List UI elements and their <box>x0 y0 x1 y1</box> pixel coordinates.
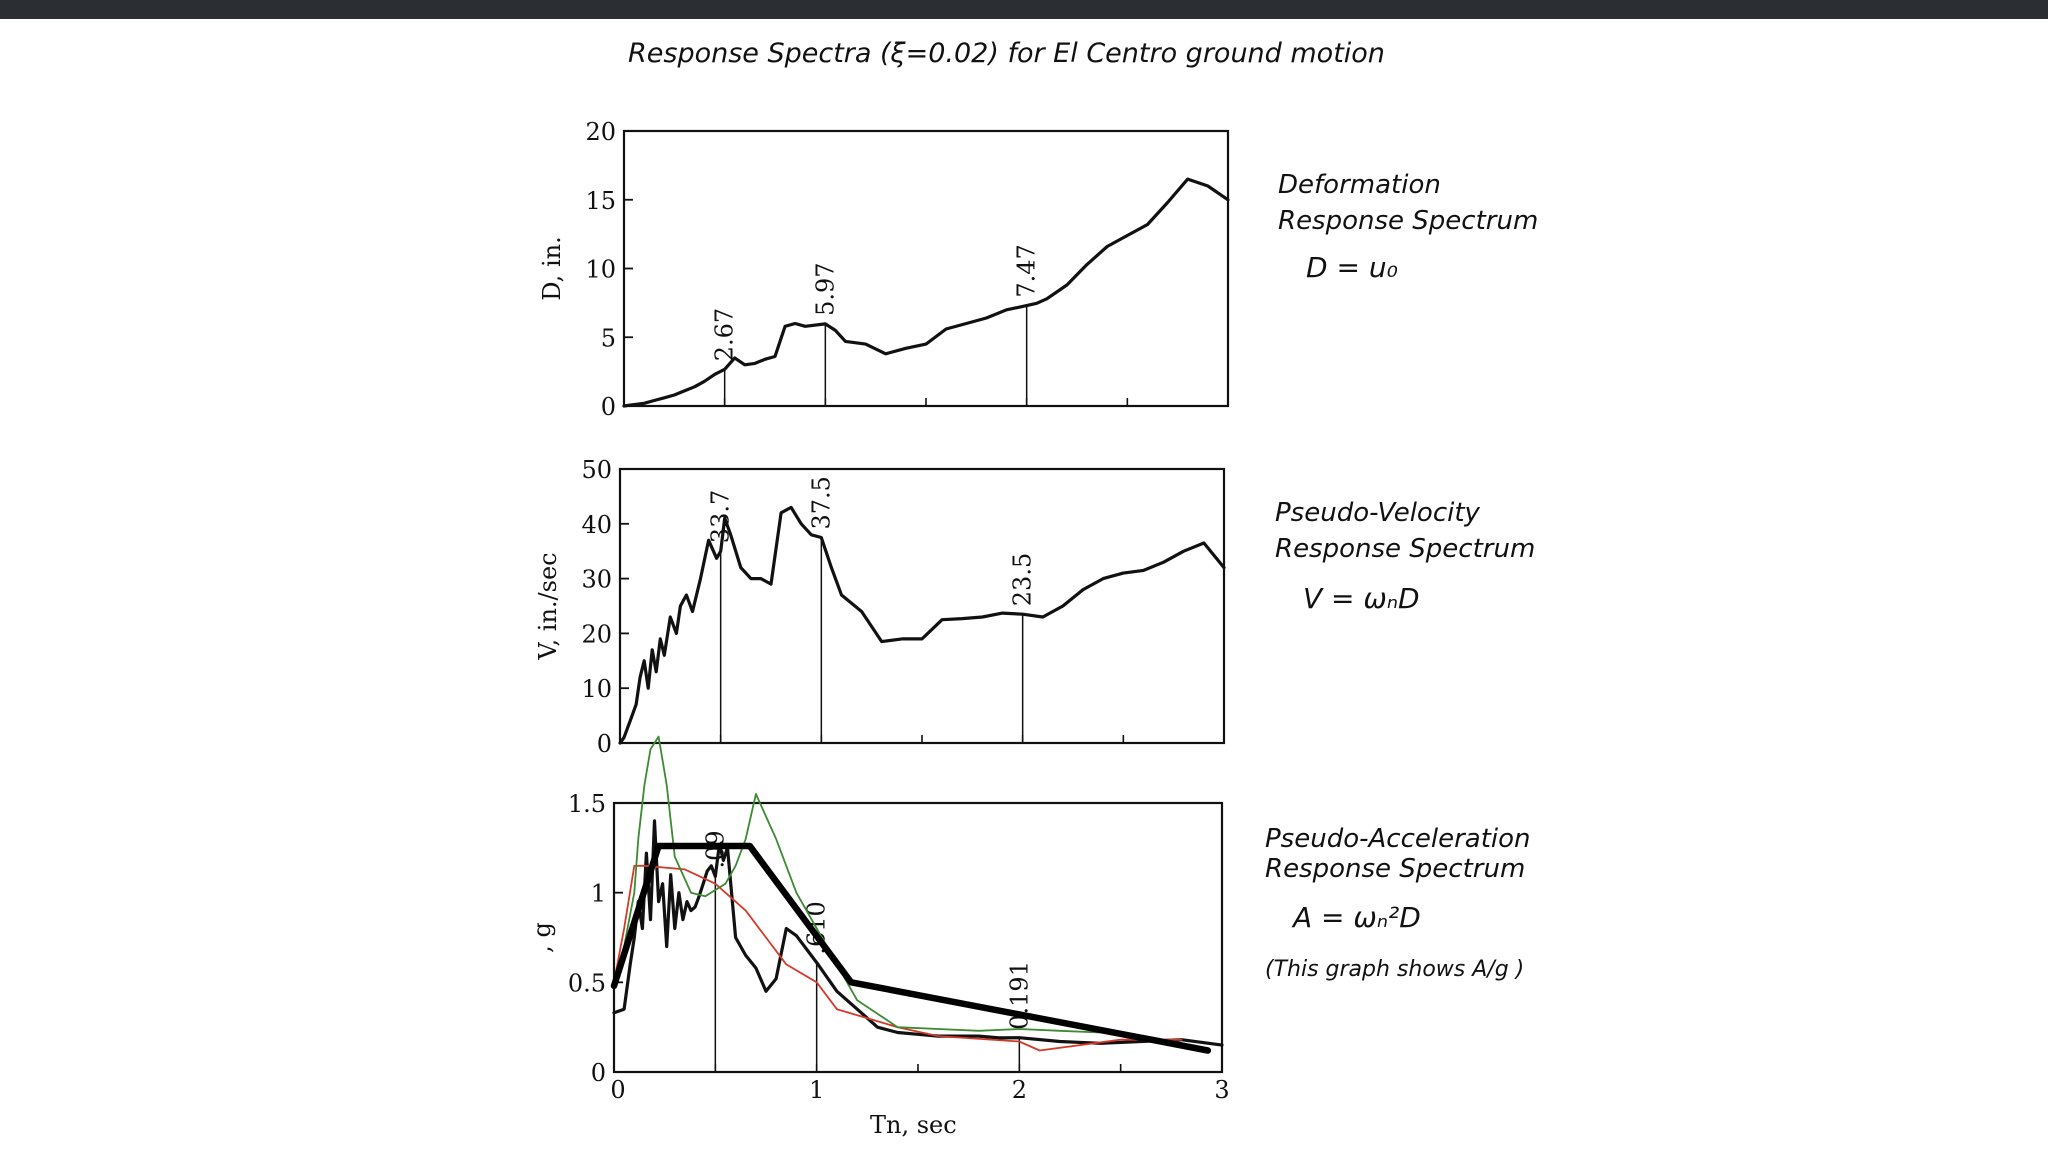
y-tick-label: 0 <box>596 730 612 758</box>
side-label-line: Pseudo-Velocity <box>1275 498 1480 528</box>
x-tick-label: 1 <box>809 1076 825 1104</box>
y-tick-label: 50 <box>581 456 612 484</box>
series-line-envelope <box>614 846 1208 1051</box>
peak-marker-label: 37.5 <box>807 476 836 530</box>
side-label-line: V = ωₙD <box>1303 582 1420 615</box>
peak-marker-label: 5.97 <box>811 262 840 316</box>
y-tick-label: 30 <box>581 565 612 594</box>
peak-marker-label: .09 <box>701 830 730 869</box>
peak-marker-label: .610 <box>802 901 831 955</box>
plot-frame <box>624 131 1228 406</box>
y-axis-label: V, in./sec <box>534 552 562 660</box>
side-label-line: Deformation <box>1278 170 1441 200</box>
y-tick-label: 5 <box>600 324 616 353</box>
peak-marker-label: 0.191 <box>1005 961 1034 1030</box>
series-line-series-0 <box>620 507 1224 743</box>
y-tick-label: 15 <box>585 186 616 215</box>
y-tick-label: 20 <box>585 118 616 146</box>
y-tick-label: 20 <box>581 620 612 649</box>
y-tick-label: 0 <box>590 1059 606 1087</box>
figure-title: Response Spectra (ξ=0.02) for El Centro ground motion <box>628 38 1385 69</box>
y-tick-label: 0 <box>600 393 616 421</box>
y-tick-label: 1 <box>590 879 606 908</box>
series-line-green <box>614 737 1141 1037</box>
y-axis-label: D, in. <box>538 236 566 301</box>
series-line-series-0 <box>624 179 1228 406</box>
peak-marker-label: 2.67 <box>710 307 739 362</box>
y-axis-label: , g <box>528 922 556 953</box>
chart-panel-2 <box>534 456 1535 758</box>
peak-marker-label: 33.7 <box>706 489 735 544</box>
side-label-line: Pseudo-Acceleration <box>1265 824 1531 854</box>
x-tick-label: 2 <box>1011 1076 1027 1104</box>
x-tick-label: 0 <box>610 1076 626 1104</box>
side-label-line: Response Spectrum <box>1278 206 1539 236</box>
peak-marker-label: 23.5 <box>1008 552 1037 607</box>
y-tick-label: 10 <box>581 675 612 704</box>
peak-marker-label: 7.47 <box>1012 244 1041 298</box>
chart-panel-3 <box>528 737 1531 1104</box>
side-label-line: A = ωₙ²D <box>1293 901 1421 934</box>
y-tick-label: 10 <box>585 255 616 284</box>
chart-panel-1 <box>538 118 1538 421</box>
side-label-line: Response Spectrum <box>1265 854 1526 884</box>
y-tick-label: 1.5 <box>567 790 606 818</box>
side-label-line: (This graph shows A/g ) <box>1265 957 1525 982</box>
y-tick-label: 40 <box>581 510 612 539</box>
y-tick-label: 0.5 <box>567 969 606 998</box>
x-axis-label: Tn, sec <box>870 1111 957 1139</box>
side-label-line: Response Spectrum <box>1275 534 1536 564</box>
x-tick-label: 3 <box>1214 1076 1230 1104</box>
side-label-line: D = u₀ <box>1306 251 1398 284</box>
